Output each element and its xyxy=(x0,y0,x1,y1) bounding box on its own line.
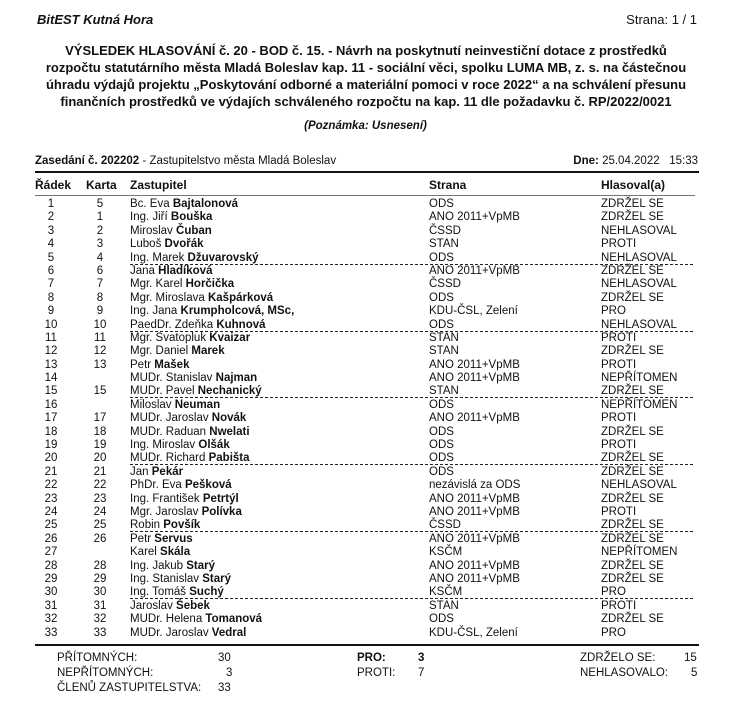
member-name xyxy=(130,493,239,506)
vote-result: NEPŘÍTOMEN xyxy=(601,398,678,411)
member-last-name: Nechanický xyxy=(197,385,262,398)
row-number: 30 xyxy=(44,586,58,599)
vote-result: NEHLASOVAL xyxy=(601,318,677,331)
card-number: 28 xyxy=(93,559,107,572)
table-row xyxy=(0,385,731,398)
member-last-name: Čuban xyxy=(176,224,212,237)
row-number: 22 xyxy=(44,479,58,492)
member-last-name: Neuman xyxy=(174,398,221,411)
row-number: 27 xyxy=(44,546,58,559)
member-last-name: Marek xyxy=(191,345,225,358)
card-number: 12 xyxy=(93,345,107,358)
session-number: Zasedání č. 202202 xyxy=(35,155,140,167)
vote-result: ZDRŽEL SE xyxy=(601,345,664,358)
table-row xyxy=(0,238,731,251)
session-info xyxy=(35,155,336,167)
member-first-name: Luboš xyxy=(130,238,165,251)
card-number: 30 xyxy=(93,586,107,599)
member-last-name: Pekár xyxy=(151,465,184,478)
card-number: 21 xyxy=(93,465,107,478)
vote-result: NEHLASOVAL xyxy=(601,479,677,492)
party: ANO 2011+VpMB xyxy=(429,572,520,585)
member-first-name: Miroslav xyxy=(130,224,177,237)
member-name xyxy=(130,600,210,613)
member-name xyxy=(130,439,230,452)
member-first-name: Ing. Jana xyxy=(130,305,181,318)
party: ANO 2011+VpMB xyxy=(429,412,520,425)
member-last-name: Servus xyxy=(154,532,193,545)
card-number: 32 xyxy=(93,613,107,626)
row-number: 28 xyxy=(44,559,58,572)
vote-result: ZDRŽEL SE xyxy=(601,613,664,626)
member-name xyxy=(130,252,259,265)
member-first-name: MUDr. Jaroslav xyxy=(130,412,212,425)
pro-value: 3 xyxy=(418,652,425,664)
vote-result: ZDRŽEL SE xyxy=(601,532,664,545)
member-last-name: Pabišta xyxy=(208,452,250,465)
card-number: 19 xyxy=(93,439,107,452)
session-body: - Zastupitelstvo města Mladá Boleslav xyxy=(139,155,337,167)
member-first-name: Mgr. Daniel xyxy=(130,345,192,358)
vote-result: ZDRŽEL SE xyxy=(601,211,664,224)
date-label: Dne: xyxy=(573,155,599,167)
table-row xyxy=(0,332,731,345)
card-number: 2 xyxy=(96,224,104,237)
member-first-name: Mgr. Miroslava xyxy=(130,291,208,304)
member-name xyxy=(130,198,238,211)
table-row xyxy=(0,426,731,439)
member-first-name: Ing. Tomáš xyxy=(130,586,190,599)
member-last-name: Starý xyxy=(186,559,216,572)
session-date xyxy=(573,155,698,167)
member-name xyxy=(130,586,224,599)
row-number: 14 xyxy=(44,372,58,385)
member-name xyxy=(130,319,266,332)
card-number: 24 xyxy=(93,505,107,518)
member-first-name: Ing. Miroslav xyxy=(130,439,199,452)
row-number: 20 xyxy=(44,452,58,465)
party: STAN xyxy=(429,238,459,251)
row-number: 31 xyxy=(44,599,58,612)
member-last-name: Petrtýl xyxy=(202,492,239,505)
member-name xyxy=(130,238,204,251)
card-number: 17 xyxy=(93,412,107,425)
row-number: 16 xyxy=(44,398,58,411)
title-line: úhradu výdajů projektu „Poskytování odborné a materiální pomoci v roce 2022“ a na schválení přesunu xyxy=(45,77,687,92)
vote-result: NEHLASOVAL xyxy=(601,224,677,237)
member-first-name: MUDr. Pavel xyxy=(130,385,198,398)
member-name xyxy=(130,225,212,238)
table-row xyxy=(0,225,731,238)
party: KSČM xyxy=(429,546,463,559)
card-number: 18 xyxy=(93,425,107,438)
vote-result: PROTI xyxy=(601,599,637,612)
vote-result: ZDRŽEL SE xyxy=(601,452,664,465)
vote-result: PRO xyxy=(601,626,626,639)
member-name xyxy=(130,466,183,479)
member-first-name: Bc. Eva xyxy=(130,198,173,210)
member-first-name: Petr xyxy=(130,532,155,545)
vote-result: NEPŘÍTOMEN xyxy=(601,372,678,385)
card-number: 22 xyxy=(93,479,107,492)
party: ODS xyxy=(429,613,454,626)
vote-result: PRO xyxy=(601,586,626,599)
row-number: 15 xyxy=(44,385,58,398)
member-first-name: Mgr. Karel xyxy=(130,278,186,291)
vote-result: NEPŘÍTOMEN xyxy=(601,546,678,559)
member-first-name: Ing. František xyxy=(130,492,203,505)
vote-result: PROTI xyxy=(601,238,637,251)
vote-result: ZDRŽEL SE xyxy=(601,385,664,398)
company-name: BitEST Kutná Hora xyxy=(37,12,154,27)
party: ODS xyxy=(429,398,454,411)
party: ODS xyxy=(429,425,454,438)
card-number: 29 xyxy=(93,572,107,585)
row-number: 23 xyxy=(44,492,58,505)
card-number: 10 xyxy=(93,318,107,331)
table-row xyxy=(0,506,731,519)
member-last-name: Mašek xyxy=(154,358,190,371)
member-last-name: Olšák xyxy=(198,439,230,452)
table-row xyxy=(0,372,731,385)
party: ODS xyxy=(429,318,454,331)
table-row xyxy=(0,573,731,586)
member-name xyxy=(130,332,250,345)
present-value: 30 xyxy=(218,652,231,664)
vote-result: ZDRŽEL SE xyxy=(601,291,664,304)
card-number: 31 xyxy=(93,599,107,612)
member-name xyxy=(130,385,262,398)
member-first-name: Jaroslav xyxy=(130,599,177,612)
table-row xyxy=(0,211,731,224)
party: ODS xyxy=(429,198,454,210)
member-first-name: Mgr. Jaroslav xyxy=(130,505,202,518)
row-number: 32 xyxy=(44,613,58,626)
table-row xyxy=(0,627,731,640)
member-name xyxy=(130,426,250,439)
vote-result: ZDRŽEL SE xyxy=(601,519,664,532)
row-number: 8 xyxy=(47,291,55,304)
card-number: 1 xyxy=(96,211,104,224)
member-first-name: Robin xyxy=(130,519,164,532)
card-number: 9 xyxy=(96,305,104,318)
card-number: 5 xyxy=(96,198,104,210)
vote-result: PRO xyxy=(601,305,626,318)
party: KDU-ČSL, Zelení xyxy=(429,305,518,318)
member-last-name: Džuvarovský xyxy=(187,251,259,264)
member-last-name: Kuhnová xyxy=(216,318,266,331)
card-number: 3 xyxy=(96,238,104,251)
table-row xyxy=(0,546,731,559)
member-name xyxy=(130,399,220,412)
member-last-name: Nwelati xyxy=(209,425,250,438)
vote-result: ZDRŽEL SE xyxy=(601,198,664,210)
absent-value: 3 xyxy=(226,667,233,679)
row-number: 24 xyxy=(44,505,58,518)
party: STAN xyxy=(429,331,459,344)
row-number: 21 xyxy=(44,465,58,478)
table-row xyxy=(0,613,731,626)
table-row xyxy=(0,519,731,532)
row-number: 13 xyxy=(44,358,58,371)
novote-value: 5 xyxy=(691,667,698,679)
member-last-name: Pešková xyxy=(184,479,232,492)
proti-value: 7 xyxy=(418,667,425,679)
table-row xyxy=(0,452,731,465)
card-number: 33 xyxy=(93,626,107,639)
member-first-name: Petr xyxy=(130,358,155,371)
vote-result: ZDRŽEL SE xyxy=(601,572,664,585)
card-number: 25 xyxy=(93,519,107,532)
table-row xyxy=(0,493,731,506)
vote-result: PROTI xyxy=(601,439,637,452)
table-row xyxy=(0,265,731,278)
member-first-name: Ing. Stanislav xyxy=(130,572,203,585)
member-last-name: Dvořák xyxy=(164,238,204,251)
member-last-name: Hladíková xyxy=(158,264,213,277)
member-last-name: Kašpárková xyxy=(207,291,274,304)
row-number: 18 xyxy=(44,425,58,438)
vote-result: ZDRŽEL SE xyxy=(601,425,664,438)
table-row xyxy=(0,305,731,318)
member-first-name: Jan xyxy=(130,465,152,478)
col-header-vote: Hlasoval(a) xyxy=(601,178,666,192)
abstain-label: ZDRŽELO SE: xyxy=(580,652,656,664)
title-line: rozpočtu statutárního města Mladá Boleslav kap. 11 - sociální věci, spolku LUMA MB, z. s. na částečnou xyxy=(45,60,687,75)
member-first-name: MUDr. Stanislav xyxy=(130,372,216,385)
row-number: 29 xyxy=(44,572,58,585)
party: STAN xyxy=(429,345,459,358)
party: ANO 2011+VpMB xyxy=(429,372,520,385)
member-name xyxy=(130,627,246,640)
party: KDU-ČSL, Zelení xyxy=(429,626,518,639)
party: ANO 2011+VpMB xyxy=(429,264,520,277)
member-last-name: Polívka xyxy=(201,505,242,518)
member-first-name: PhDr. Eva xyxy=(130,479,185,492)
card-number: 13 xyxy=(93,358,107,371)
table-row xyxy=(0,252,731,265)
party: ODS xyxy=(429,452,454,465)
member-name xyxy=(130,479,232,492)
member-last-name: Vedral xyxy=(211,626,247,639)
row-number: 33 xyxy=(44,626,58,639)
member-name xyxy=(130,506,242,519)
member-last-name: Šebek xyxy=(176,599,210,612)
title-line: VÝSLEDEK HLASOVÁNÍ č. 20 - BOD č. 15. - Návrh na poskytnutí neinvestiční dotace z prostředků xyxy=(65,43,667,58)
present-label: PŘÍTOMNÝCH: xyxy=(57,652,138,664)
vote-result: ZDRŽEL SE xyxy=(601,264,664,277)
proti-label: PROTI: xyxy=(357,667,396,679)
party: ANO 2011+VpMB xyxy=(429,358,520,371)
member-last-name: Tomanová xyxy=(205,613,263,626)
party: ANO 2011+VpMB xyxy=(429,211,520,224)
table-row xyxy=(0,198,731,211)
member-name xyxy=(130,359,189,372)
members-label: ČLENŮ ZASTUPITELSTVA: xyxy=(57,682,202,694)
col-header-party: Strana xyxy=(429,178,467,192)
party: KSČM xyxy=(429,586,463,599)
row-number: 9 xyxy=(47,305,55,318)
member-first-name: Ing. Jiří xyxy=(130,211,171,224)
member-name xyxy=(130,211,212,224)
row-number: 10 xyxy=(44,318,58,331)
table-row xyxy=(0,345,731,358)
party: ČSSD xyxy=(429,519,461,532)
member-last-name: Horčička xyxy=(185,278,235,291)
vote-title xyxy=(30,42,702,110)
row-number: 11 xyxy=(45,331,57,344)
party: ČSSD xyxy=(429,224,461,237)
abstain-value: 15 xyxy=(684,652,697,664)
members-value: 33 xyxy=(218,682,231,694)
date-value: 25.04.2022 xyxy=(602,155,660,167)
title-line: finančních prostředků ve výdajích schváleného rozpočtu na kap. 11 dle požadavku č. RP/2022/0021 xyxy=(60,94,672,109)
member-name xyxy=(130,305,294,318)
member-name xyxy=(130,292,273,305)
party: nezávislá za ODS xyxy=(429,479,521,492)
member-name xyxy=(130,345,225,358)
row-number: 19 xyxy=(44,439,58,452)
col-header-row: Řádek xyxy=(35,178,72,192)
card-number: 8 xyxy=(96,291,104,304)
card-number: 20 xyxy=(93,452,107,465)
member-last-name: Najman xyxy=(215,372,258,385)
member-name xyxy=(130,412,246,425)
member-first-name: MUDr. Richard xyxy=(130,452,209,465)
vote-result: ZDRŽEL SE xyxy=(601,465,664,478)
row-number: 2 xyxy=(47,211,55,224)
vote-result: ZDRŽEL SE xyxy=(601,559,664,572)
member-name xyxy=(130,573,231,586)
party: ANO 2011+VpMB xyxy=(429,492,520,505)
member-name xyxy=(130,546,190,559)
col-header-card: Karta xyxy=(86,178,117,192)
table-row xyxy=(0,319,731,332)
member-name xyxy=(130,533,193,546)
table-row xyxy=(0,278,731,291)
vote-result: PROTI xyxy=(601,412,637,425)
party: STAN xyxy=(429,599,459,612)
table-row xyxy=(0,560,731,573)
divider xyxy=(35,171,699,173)
member-last-name: Suchý xyxy=(189,586,224,599)
member-first-name: Miloslav xyxy=(130,398,175,411)
member-name xyxy=(130,560,215,573)
table-row xyxy=(0,439,731,452)
card-number: 7 xyxy=(96,278,104,291)
header-divider xyxy=(35,195,695,196)
vote-table xyxy=(0,198,731,640)
table-row xyxy=(0,586,731,599)
member-last-name: Krumpholcová, MSc, xyxy=(180,305,295,318)
member-first-name: MUDr. Helena xyxy=(130,613,206,626)
row-number: 17 xyxy=(44,412,58,425)
pro-label: PRO: xyxy=(357,652,386,664)
col-header-member: Zastupitel xyxy=(130,178,187,192)
table-row xyxy=(0,412,731,425)
member-last-name: Novák xyxy=(211,412,247,425)
party: ANO 2011+VpMB xyxy=(429,532,520,545)
party: ODS xyxy=(429,251,454,264)
row-number: 4 xyxy=(47,238,55,251)
vote-result: NEHLASOVAL xyxy=(601,278,677,291)
member-first-name: Jana xyxy=(130,264,159,277)
vote-result: NEHLASOVAL xyxy=(601,251,677,264)
member-name xyxy=(130,519,200,532)
table-row xyxy=(0,479,731,492)
member-name xyxy=(130,278,234,291)
member-last-name: Kvaizar xyxy=(209,331,251,344)
table-row xyxy=(0,399,731,412)
member-first-name: MUDr. Jaroslav xyxy=(130,626,212,639)
row-number: 1 xyxy=(47,198,55,210)
party: ČSSD xyxy=(429,278,461,291)
member-first-name: Karel xyxy=(130,546,161,559)
vote-result: PROTI xyxy=(601,358,637,371)
party: ODS xyxy=(429,291,454,304)
party: ANO 2011+VpMB xyxy=(429,559,520,572)
party: STAN xyxy=(429,385,459,398)
card-number: 6 xyxy=(96,264,104,277)
vote-result: PROTI xyxy=(601,331,637,344)
vote-result: ZDRŽEL SE xyxy=(601,492,664,505)
table-row xyxy=(0,466,731,479)
table-row xyxy=(0,359,731,372)
member-last-name: Povšík xyxy=(163,519,201,532)
member-first-name: Ing. Marek xyxy=(130,251,188,264)
vote-result: PROTI xyxy=(601,505,637,518)
party: ODS xyxy=(429,465,454,478)
absent-label: NEPŘÍTOMNÝCH: xyxy=(57,667,154,679)
member-last-name: Bajtalonová xyxy=(172,198,239,210)
member-first-name: Mgr. Svatopluk xyxy=(130,331,210,344)
table-row xyxy=(0,292,731,305)
member-name xyxy=(130,613,262,626)
divider xyxy=(35,644,699,646)
member-last-name: Bouška xyxy=(170,211,213,224)
page-number: Strana: 1 / 1 xyxy=(626,12,697,27)
row-number: 3 xyxy=(47,224,55,237)
card-number: 4 xyxy=(96,251,104,264)
row-number: 5 xyxy=(47,251,55,264)
card-number: 15 xyxy=(93,385,107,398)
row-number: 6 xyxy=(47,264,55,277)
member-first-name: PaedDr. Zdeňka xyxy=(130,318,217,331)
member-last-name: Skála xyxy=(160,546,191,559)
table-row xyxy=(0,600,731,613)
member-last-name: Starý xyxy=(202,572,232,585)
novote-label: NEHLASOVALO: xyxy=(580,667,668,679)
table-row xyxy=(0,533,731,546)
party: ODS xyxy=(429,439,454,452)
member-name xyxy=(130,265,212,278)
row-number: 26 xyxy=(44,532,58,545)
member-name xyxy=(130,452,250,465)
card-number: 23 xyxy=(93,492,107,505)
card-number: 11 xyxy=(94,331,106,344)
row-number: 25 xyxy=(44,519,58,532)
vote-note: (Poznámka: Usnesení) xyxy=(304,120,427,132)
row-number: 12 xyxy=(44,345,58,358)
party: ANO 2011+VpMB xyxy=(429,505,520,518)
member-name xyxy=(130,372,257,385)
member-first-name: Ing. Jakub xyxy=(130,559,187,572)
row-number: 7 xyxy=(47,278,55,291)
time-value: 15:33 xyxy=(669,155,698,167)
card-number: 26 xyxy=(93,532,107,545)
member-first-name: MUDr. Raduan xyxy=(130,425,210,438)
